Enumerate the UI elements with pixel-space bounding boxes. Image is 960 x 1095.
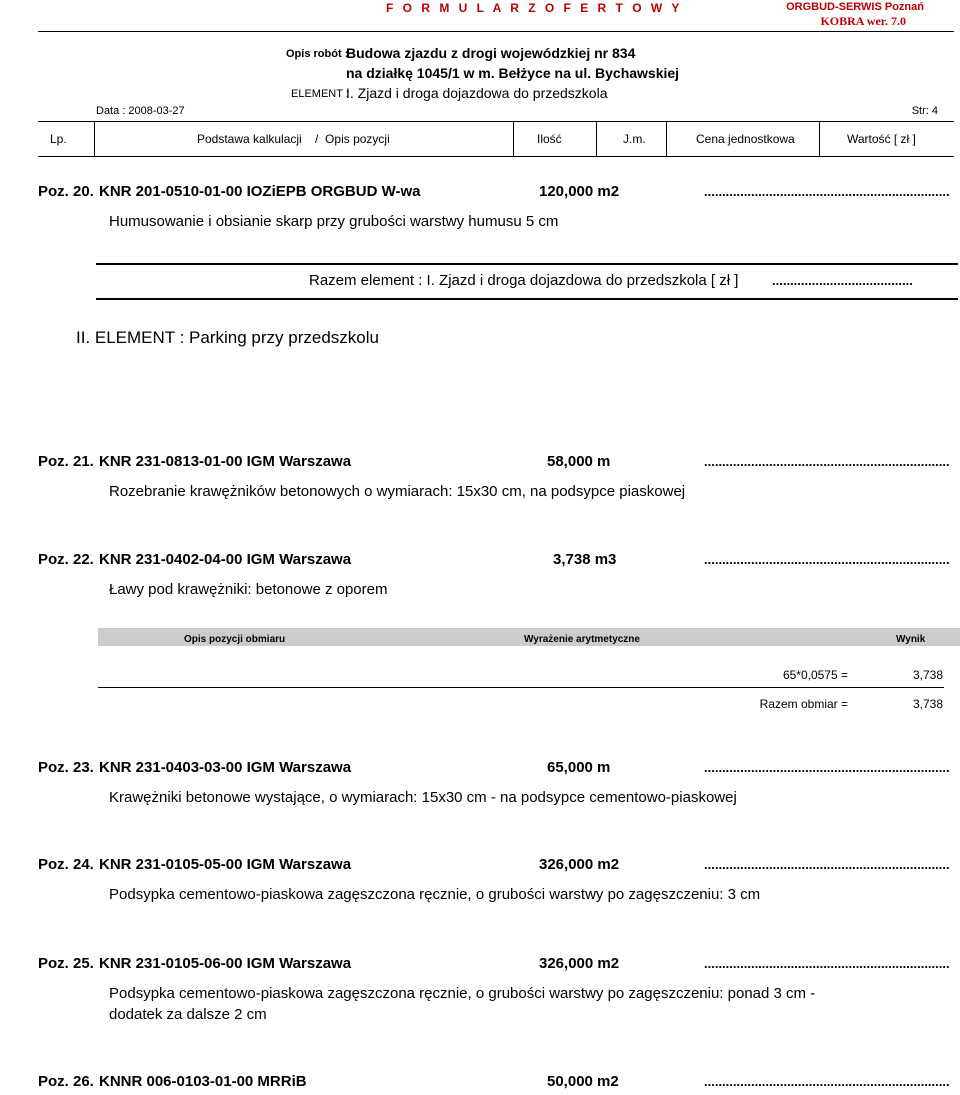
item-desc: Krawężniki betonowe wystające, o wymiarach: 15x30 cm - na podsypce cementowo-piaskowej bbox=[109, 789, 737, 806]
item-dots: .................................................................... bbox=[704, 454, 950, 469]
obmiar-result: 3,738 bbox=[912, 668, 943, 682]
element-label: ELEMENT : bbox=[291, 88, 349, 100]
item-qty: 65,000 m bbox=[547, 759, 611, 776]
obmiar-razem-label: Razem obmiar = bbox=[759, 697, 848, 711]
razem-rule-bottom bbox=[96, 298, 958, 300]
date-label: Data : 2008-03-27 bbox=[96, 105, 185, 117]
col-podstawa: Podstawa kalkulacji / Opis pozycji bbox=[197, 132, 390, 146]
item-poz: Poz. 25. bbox=[38, 955, 94, 972]
item-desc-cont: dodatek za dalsze 2 cm bbox=[109, 1006, 267, 1023]
obmiar-h-opis: Opis pozycji obmiaru bbox=[184, 634, 286, 645]
razem-element bbox=[309, 272, 738, 289]
col-sep bbox=[513, 121, 514, 157]
item-qty: 326,000 m2 bbox=[539, 955, 620, 972]
item-desc: Rozebranie krawężników betonowych o wymiarach: 15x30 cm, na podsypce piaskowej bbox=[109, 483, 686, 500]
col-sep bbox=[666, 121, 667, 157]
col-wartosc: Wartość [ zł ] bbox=[847, 132, 916, 146]
item-knr: KNR 231-0403-03-00 IGM Warszawa bbox=[99, 759, 352, 776]
page-number: Str: 4 bbox=[911, 105, 938, 117]
item-poz: Poz. 21. bbox=[38, 453, 94, 470]
item-dots: .................................................................... bbox=[704, 1074, 950, 1089]
opis-robot-line2: na działkę 1045/1 w m. Bełżyce na ul. Bychawskiej bbox=[346, 65, 680, 81]
item-qty: 3,738 m3 bbox=[553, 551, 617, 568]
razem-rule-top bbox=[96, 263, 958, 265]
item-desc: Podsypka cementowo-piaskowa zagęszczona ręcznie, o grubości warstwy po zagęszczeniu: ponad 3 cm - bbox=[109, 985, 816, 1002]
item-poz: Poz. 23. bbox=[38, 759, 94, 776]
version-label: KOBRA wer. 7.0 bbox=[820, 14, 906, 28]
brand-label: ORGBUD-SERWIS Poznań bbox=[786, 1, 924, 13]
opis-robot-label: Opis robót : bbox=[286, 48, 349, 60]
columns-top-rule bbox=[38, 121, 954, 122]
item-poz: Poz. 20. bbox=[38, 183, 94, 200]
item-knr: KNR 231-0105-06-00 IGM Warszawa bbox=[99, 955, 352, 972]
header-rule bbox=[38, 31, 954, 32]
col-sep bbox=[596, 121, 597, 157]
item-desc: Humusowanie i obsianie skarp przy grubości warstwy humusu 5 cm bbox=[109, 213, 559, 230]
razem-element-text: Razem element : I. Zjazd i droga dojazdowa do przedszkola [ zł ] bbox=[309, 272, 739, 289]
razem-dots: ....................................... bbox=[772, 273, 913, 288]
item-desc: Podsypka cementowo-piaskowa zagęszczona ręcznie, o grubości warstwy po zagęszczeniu: 3 cm bbox=[109, 886, 761, 903]
col-jm: J.m. bbox=[623, 132, 646, 146]
item-dots: .................................................................... bbox=[704, 184, 950, 199]
item-qty: 50,000 m2 bbox=[547, 1073, 619, 1090]
item-knr: KNR 201-0510-01-00 IOZiEPB ORGBUD W-wa bbox=[99, 183, 421, 200]
item-knr: KNR 231-0105-05-00 IGM Warszawa bbox=[99, 856, 352, 873]
col-sep bbox=[94, 121, 95, 157]
item-qty: 120,000 m2 bbox=[539, 183, 620, 200]
col-cena: Cena jednostkowa bbox=[696, 132, 795, 146]
col-lp: Lp. bbox=[50, 132, 67, 146]
obmiar-razem-value: 3,738 bbox=[912, 697, 943, 711]
element-2-heading: II. ELEMENT : Parking przy przedszkolu bbox=[76, 328, 379, 347]
col-ilosc: Ilość bbox=[537, 132, 562, 146]
item-knr: KNR 231-0402-04-00 IGM Warszawa bbox=[99, 551, 352, 568]
item-dots: .................................................................... bbox=[704, 956, 950, 971]
columns-bottom-rule bbox=[38, 156, 954, 157]
item-dots: .................................................................... bbox=[704, 552, 950, 567]
item-dots: .................................................................... bbox=[704, 760, 950, 775]
item-desc: Ławy pod krawężniki: betonowe z oporem bbox=[109, 581, 388, 598]
item-poz: Poz. 24. bbox=[38, 856, 94, 873]
item-knr: KNNR 006-0103-01-00 MRRiB bbox=[99, 1073, 307, 1090]
obmiar-h-wyrazenie: Wyrażenie arytmetyczne bbox=[524, 634, 640, 645]
form-title: F O R M U L A R Z O F E R T O W Y bbox=[386, 1, 683, 15]
item-dots: .................................................................... bbox=[704, 857, 950, 872]
item-qty: 326,000 m2 bbox=[539, 856, 620, 873]
obmiar-rule bbox=[98, 687, 944, 688]
obmiar-h-wynik: Wynik bbox=[896, 634, 926, 645]
item-knr: KNR 231-0813-01-00 IGM Warszawa bbox=[99, 453, 352, 470]
element-value: I. Zjazd i droga dojazdowa do przedszkola bbox=[346, 85, 608, 101]
opis-robot-line1: Budowa zjazdu z drogi wojewódzkiej nr 834 bbox=[346, 45, 636, 61]
col-sep bbox=[819, 121, 820, 157]
obmiar-expr: 65*0,0575 = bbox=[782, 668, 848, 682]
item-poz: Poz. 26. bbox=[38, 1073, 94, 1090]
item-poz: Poz. 22. bbox=[38, 551, 94, 568]
item-qty: 58,000 m bbox=[547, 453, 611, 470]
